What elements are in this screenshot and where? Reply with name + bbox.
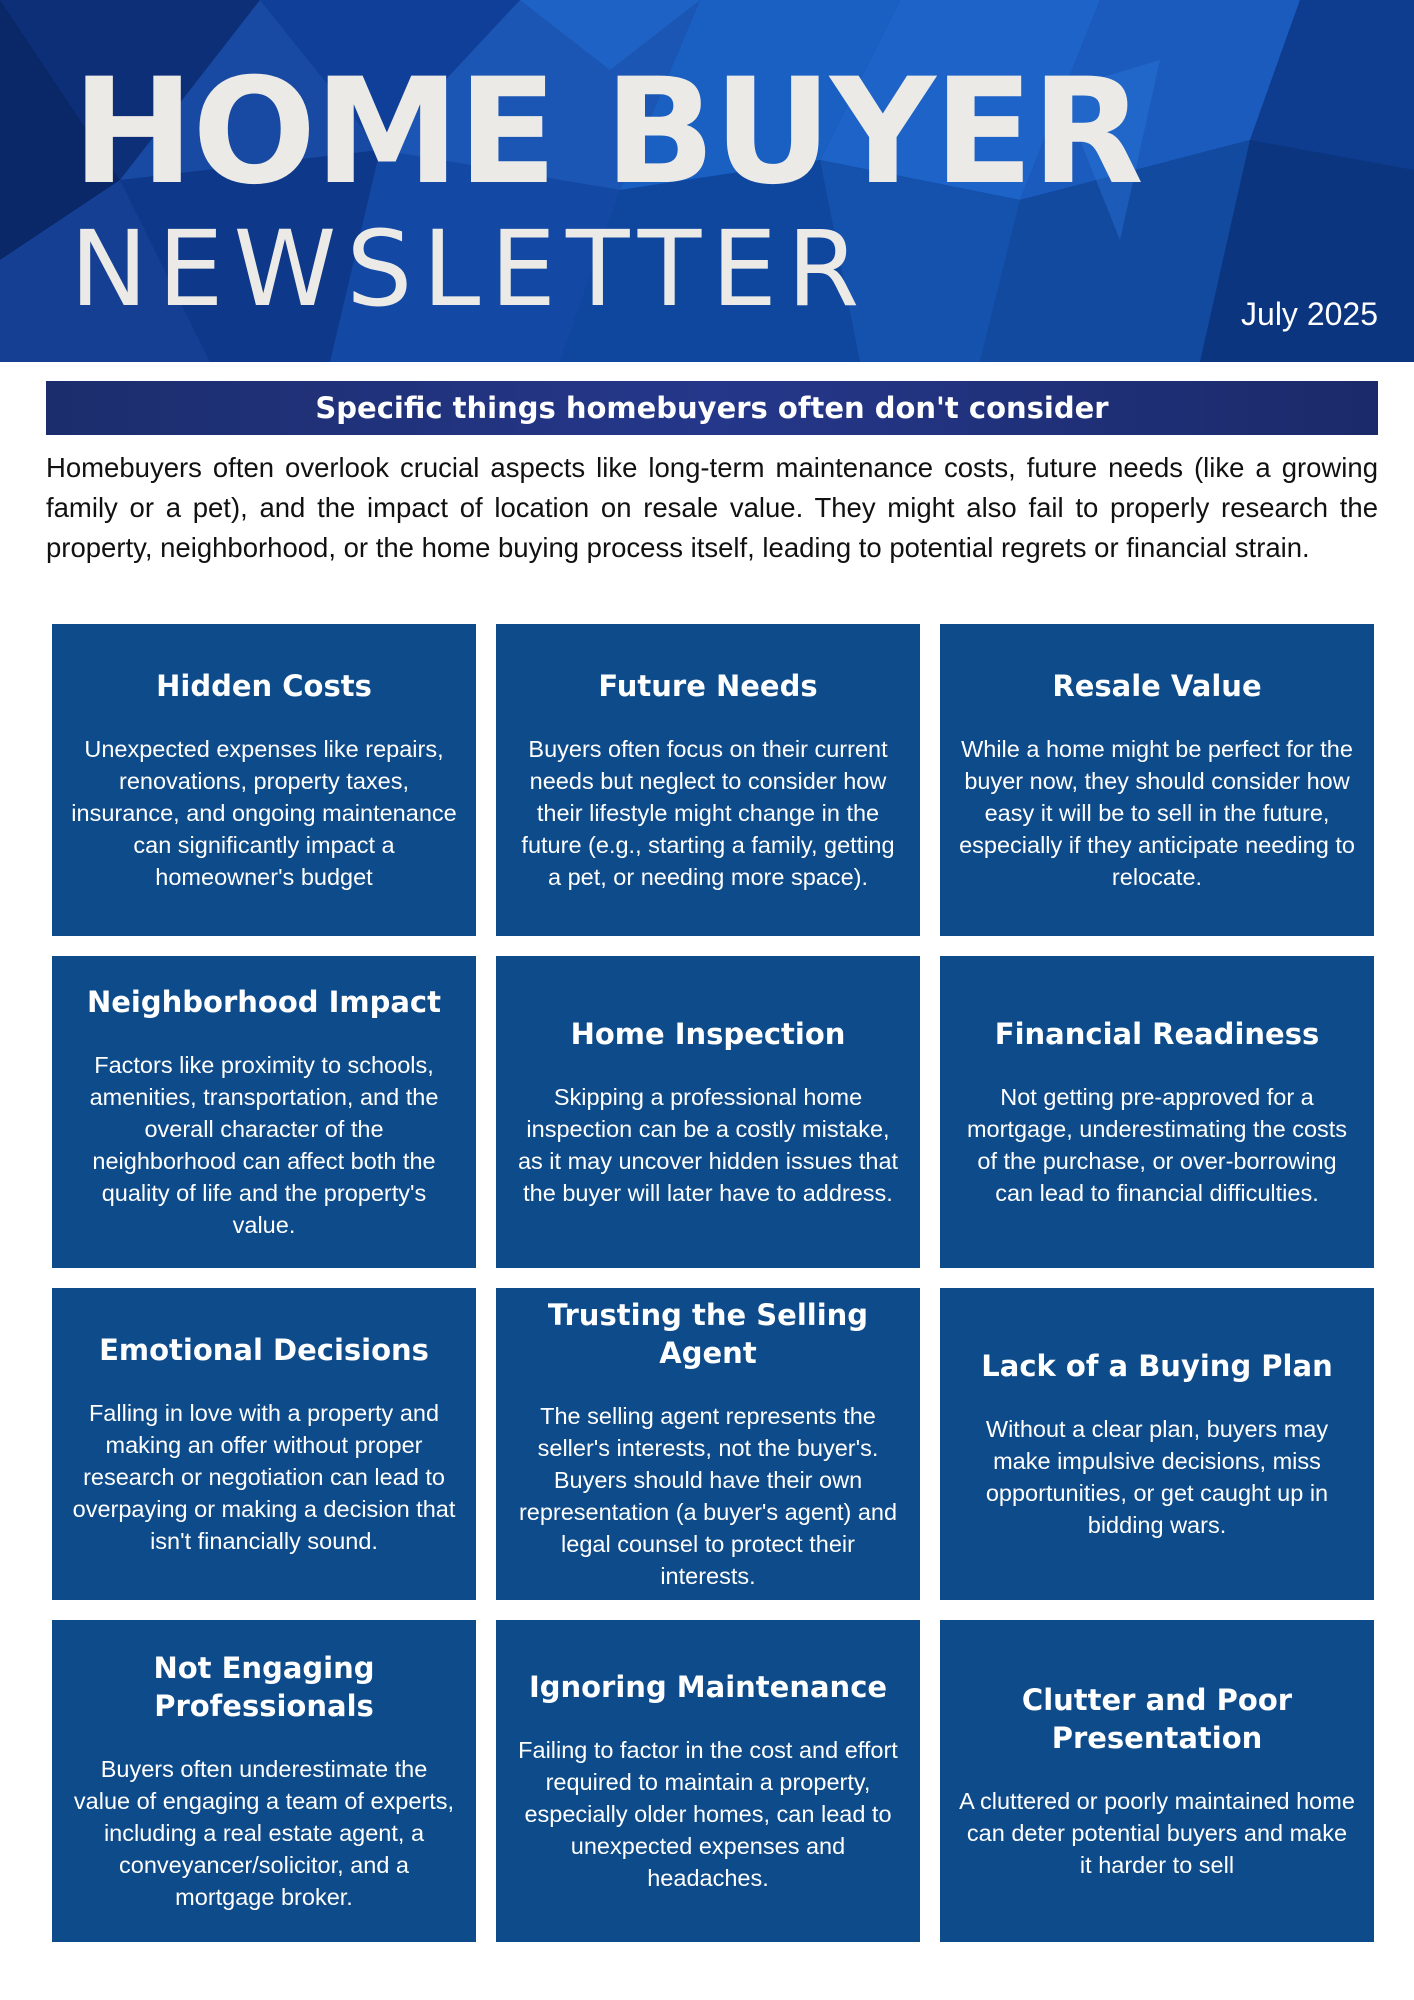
section-heading: Specific things homebuyers often don't consider	[46, 381, 1378, 435]
tip-card-body: Buyers often focus on their current needs but neglect to consider how their lifestyle might change in the future (e.g., starting a family, getting a pet, or needing more space).	[521, 736, 895, 890]
tip-card-ignoring-maintenance	[496, 1620, 920, 1942]
tip-card-resale-value	[940, 624, 1374, 936]
issue-date: July 2025	[1241, 296, 1378, 332]
newsletter-subtitle: NEWSLETTER	[70, 208, 870, 330]
tip-card-title: Financial Readiness	[994, 1017, 1320, 1051]
newsletter-title: HOME BUYER	[72, 47, 1142, 217]
header-banner	[0, 0, 1414, 362]
tip-card-title: Home Inspection	[570, 1017, 846, 1051]
tip-card-body: The selling agent represents the seller's interests, not the buyer's. Buyers should have their own representation (a buyer's agent) and legal counsel to protect their interests.	[518, 1403, 898, 1589]
tip-card-body: Factors like proximity to schools, amenities, transportation, and the overall character of the neighborhood can affect both the quality of life and the property's value.	[89, 1052, 439, 1238]
tip-card-title: Neighborhood Impact	[86, 985, 441, 1019]
tip-card-body: A cluttered or poorly maintained home can deter potential buyers and make it harder to sell	[959, 1788, 1355, 1878]
tip-card-body: Falling in love with a property and making an offer without proper research or negotiation can lead to overpaying or making a decision that isn't financially sound.	[72, 1400, 456, 1554]
tip-card-body: Without a clear plan, buyers may make impulsive decisions, miss opportunities, or get caught up in bidding wars.	[985, 1416, 1329, 1538]
tip-card-title: Emotional Decisions	[99, 1333, 429, 1367]
tip-card-body: Buyers often underestimate the value of engaging a team of experts, including a real estate agent, a conveyancer/solicitor, and a mortgage broker.	[73, 1756, 455, 1910]
tip-card-title: Resale Value	[1052, 669, 1262, 703]
tip-card-home-inspection	[496, 956, 920, 1268]
tip-card-hidden-costs	[52, 624, 476, 936]
tips-grid	[52, 624, 1374, 1982]
tip-card-title: Future Needs	[598, 669, 818, 703]
tip-card-body: While a home might be perfect for the buyer now, they should consider how easy it will be to sell in the future, especially if they anticipate needing to relocate.	[959, 736, 1355, 890]
tip-card-title: Lack of a Buying Plan	[981, 1349, 1333, 1383]
tip-card-financial-readiness	[940, 956, 1374, 1268]
tip-card-body: Skipping a professional home inspection can be a costly mistake, as it may uncover hidden issues that the buyer will later have to address.	[517, 1084, 899, 1206]
tip-card-title: Trusting the Selling Agent	[547, 1298, 869, 1370]
tip-card-title: Not Engaging Professionals	[153, 1651, 375, 1723]
tip-card-engaging-professionals	[52, 1620, 476, 1942]
tip-card-neighborhood-impact	[52, 956, 476, 1268]
intro-paragraph: Homebuyers often overlook crucial aspects like long-term maintenance costs, future needs (like a growing family or a pet), and the impact of location on resale value. They might also fail to properly research the property, neighborhood, or the home buying process itself, leading to potential regrets or financial strain.	[46, 452, 1378, 563]
tip-card-clutter-presentation	[940, 1620, 1374, 1942]
tip-card-title: Ignoring Maintenance	[528, 1670, 888, 1704]
tip-card-future-needs	[496, 624, 920, 936]
tip-card-body: Failing to factor in the cost and effort required to maintain a property, especially older homes, can lead to unexpected expenses and headaches.	[518, 1737, 898, 1891]
tip-card-title: Clutter and Poor Presentation	[1021, 1683, 1293, 1755]
tip-card-title: Hidden Costs	[156, 669, 372, 703]
tip-card-body: Unexpected expenses like repairs, renovations, property taxes, insurance, and ongoing maintenance can significantly impact a homeowner's budget	[71, 736, 457, 890]
tip-card-buying-plan	[940, 1288, 1374, 1600]
tip-card-body: Not getting pre-approved for a mortgage, underestimating the costs of the purchase, or over-borrowing can lead to financial difficulties.	[966, 1084, 1348, 1206]
tip-card-selling-agent	[496, 1288, 920, 1600]
tip-card-emotional-decisions	[52, 1288, 476, 1600]
